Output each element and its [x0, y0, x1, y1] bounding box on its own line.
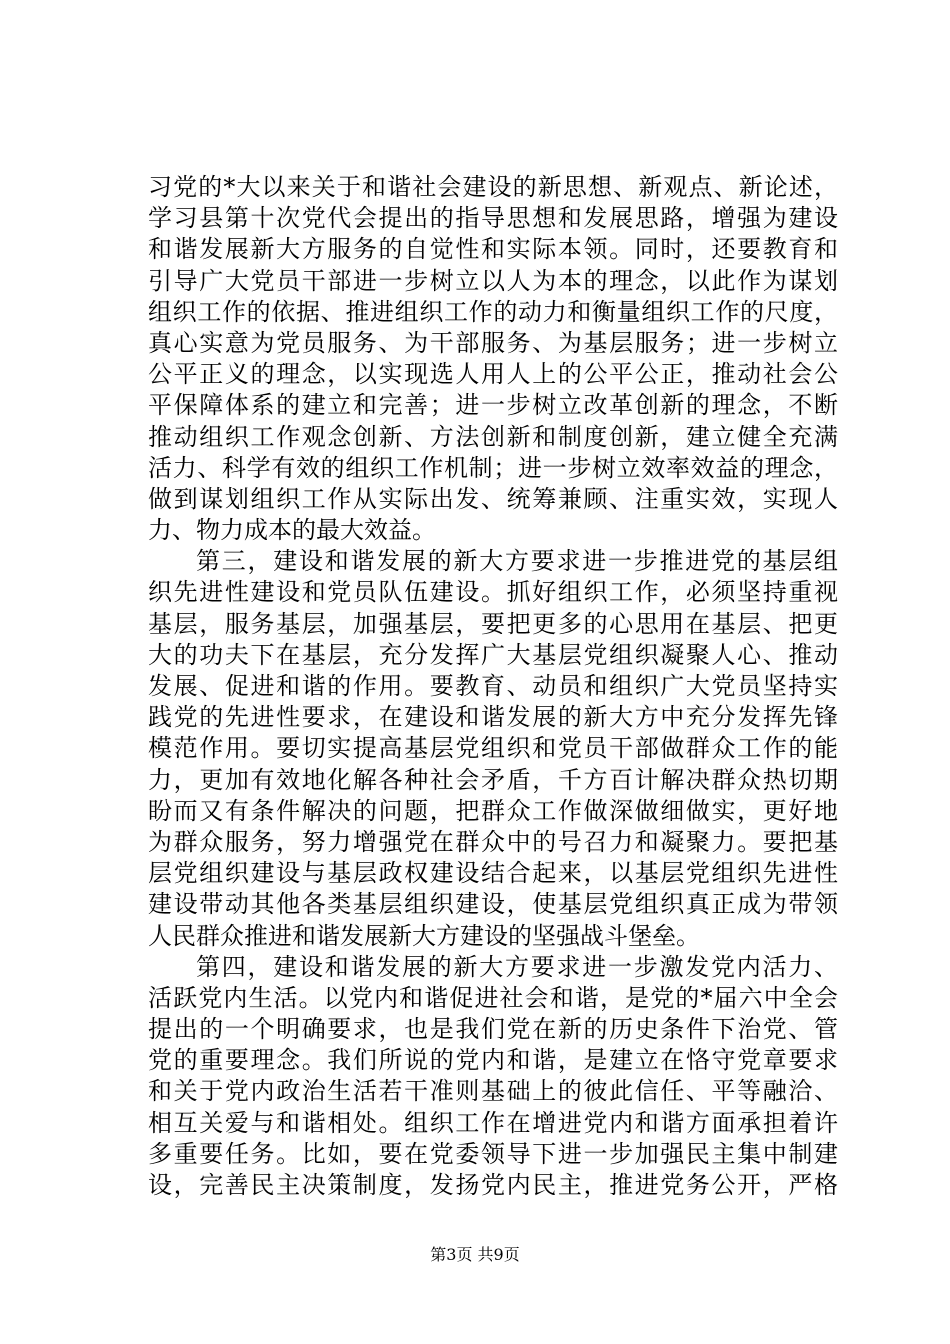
text-line: 活跃党内生活。以党内和谐促进社会和谐，是党的*届六中全会 — [148, 983, 838, 1012]
text-line: 为群众服务，努力增强党在群众中的号召力和凝聚力。要把基 — [148, 827, 838, 856]
text-line: 提出的一个明确要求，也是我们党在新的历史条件下治党、管 — [148, 1015, 838, 1044]
text-line: 设，完善民主决策制度，发扬党内民主，推进党务公开，严格 — [148, 1171, 838, 1199]
text-line: 基层，服务基层，加强基层，要把更多的心思用在基层、把更 — [148, 609, 838, 638]
text-line: 引导广大党员干部进一步树立以人为本的理念，以此作为谋划 — [148, 266, 838, 295]
text-line: 力、物力成本的最大效益。 — [148, 516, 436, 545]
text-line: 第四，建设和谐发展的新大方要求进一步激发党内活力、 — [196, 952, 838, 981]
text-line: 组织工作的依据、推进组织工作的动力和衡量组织工作的尺度， — [148, 297, 838, 326]
text-line: 党的重要理念。我们所说的党内和谐，是建立在恪守党章要求 — [148, 1046, 838, 1075]
text-line: 真心实意为党员服务、为干部服务、为基层服务；进一步树立 — [148, 328, 838, 357]
text-line: 多重要任务。比如，要在党委领导下进一步加强民主集中制建 — [148, 1139, 838, 1168]
text-line: 模范作用。要切实提高基层党组织和党员干部做群众工作的能 — [148, 734, 838, 763]
text-line: 发展、促进和谐的作用。要教育、动员和组织广大党员坚持实 — [148, 672, 838, 700]
text-line: 织先进性建设和党员队伍建设。抓好组织工作，必须坚持重视 — [148, 578, 838, 607]
text-line: 和关于党内政治生活若干准则基础上的彼此信任、平等融洽、 — [148, 1077, 838, 1106]
text-line: 践党的先进性要求，在建设和谐发展的新大方中充分发挥先锋 — [148, 703, 838, 732]
text-line: 做到谋划组织工作从实际出发、统筹兼顾、注重实效，实现人 — [148, 484, 838, 513]
text-line: 公平正义的理念，以实现选人用人上的公平公正，推动社会公 — [148, 360, 838, 389]
text-line: 活力、科学有效的组织工作机制；进一步树立效率效益的理念， — [148, 453, 838, 482]
text-line: 力，更加有效地化解各种社会矛盾，千方百计解决群众热切期 — [148, 765, 838, 794]
text-line: 大的功夫下在基层，充分发挥广大基层党组织凝聚人心、推动 — [148, 640, 838, 669]
text-line: 建设带动其他各类基层组织建设，使基层党组织真正成为带领 — [148, 890, 838, 919]
text-line: 盼而又有条件解决的问题，把群众工作做深做细做实，更好地 — [148, 796, 838, 825]
body-text — [148, 172, 838, 1201]
page-footer: 第3页 共9页 — [430, 1245, 520, 1264]
text-line: 人民群众推进和谐发展新大方建设的坚强战斗堡垒。 — [148, 921, 700, 950]
text-line: 第三，建设和谐发展的新大方要求进一步推进党的基层组 — [196, 547, 838, 576]
text-line: 层党组织建设与基层政权建设结合起来，以基层党组织先进性 — [148, 859, 838, 888]
text-line: 学习县第十次党代会提出的指导思想和发展思路，增强为建设 — [148, 204, 838, 233]
text-line: 平保障体系的建立和完善；进一步树立改革创新的理念，不断 — [148, 391, 838, 420]
text-line: 和谐发展新大方服务的自觉性和实际本领。同时，还要教育和 — [148, 235, 838, 264]
text-line: 习党的*大以来关于和谐社会建设的新思想、新观点、新论述， — [148, 173, 838, 201]
text-line: 推动组织工作观念创新、方法创新和制度创新，建立健全充满 — [148, 422, 838, 451]
text-line: 相互关爱与和谐相处。组织工作在增进党内和谐方面承担着许 — [148, 1108, 838, 1137]
